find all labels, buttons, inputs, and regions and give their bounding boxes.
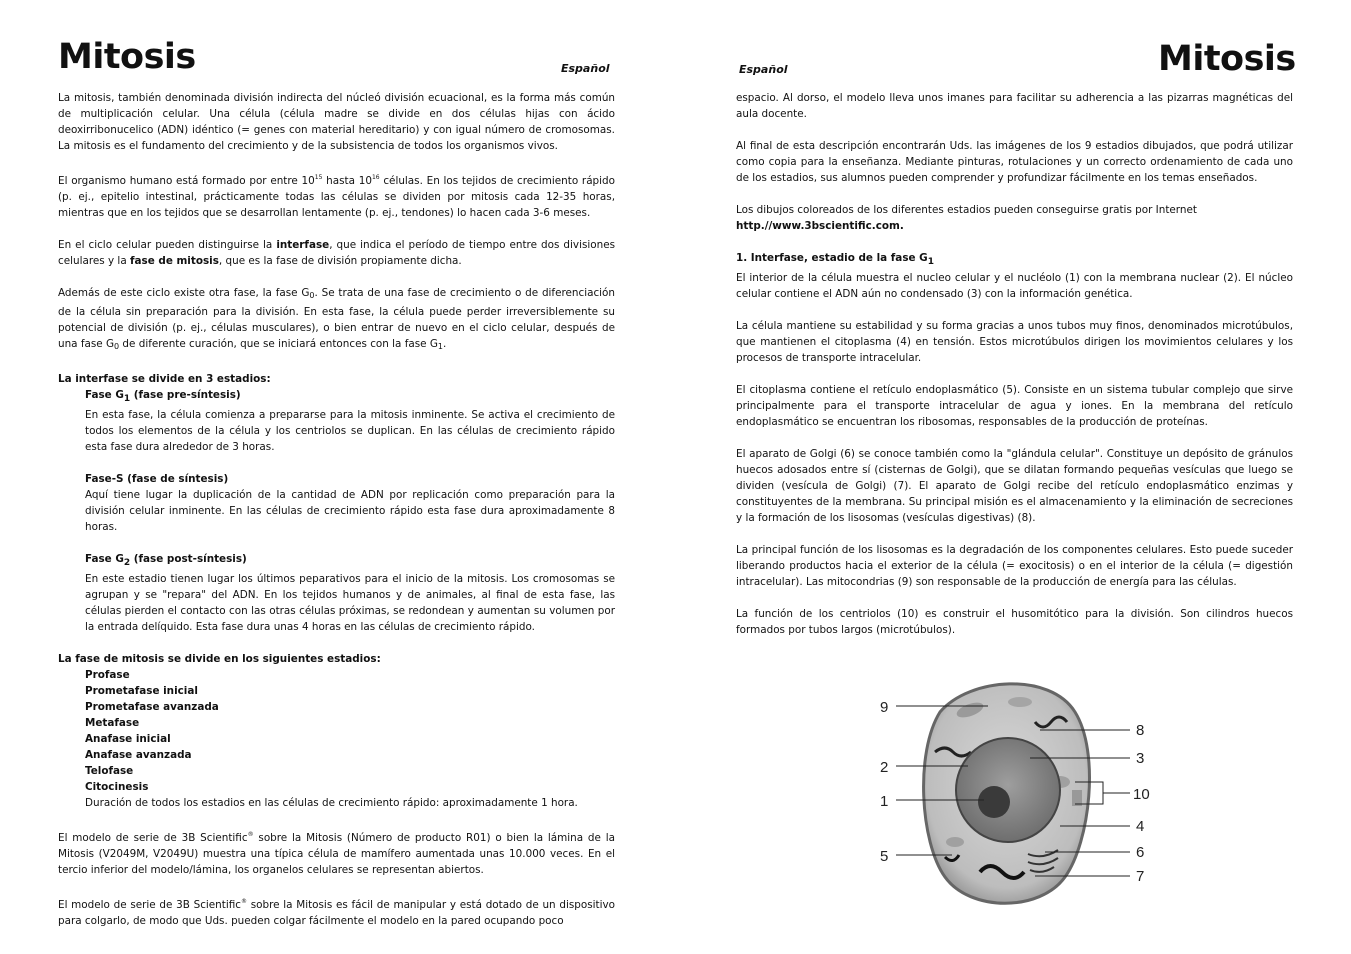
paragraph: El interior de la célula muestra el nucleo celular y el nucléolo (1) con la membrana nuclear (2). El núcleo celular contiene el ADN aún no condensado (3) con la información genética. — [736, 272, 1293, 300]
section-heading: La interfase se divide en 3 estadios: — [58, 373, 271, 385]
mitochondrion-shape — [946, 837, 964, 847]
paragraph: Los dibujos coloreados de los diferentes estadios pueden conseguirse gratis por Internet http.//www.3bscientific.com. — [736, 204, 1197, 232]
label-5: 5 — [880, 848, 889, 865]
label-9: 9 — [880, 699, 889, 716]
left-column — [58, 90, 615, 945]
paragraph: El modelo de serie de 3B Scientific® sobre la Mitosis (Número de producto R01) o bien la lámina de la Mitosis (V2049M, V2049U) muestra una típica célula de mamífero aumentada unas 10.000 veces. En el tercio inferior del modelo/lámina, los organelos celulares se representan abiertos. — [58, 831, 615, 876]
list-item: Telofase — [85, 765, 134, 777]
label-3: 3 — [1136, 750, 1145, 767]
mitochondrion-shape — [1008, 697, 1032, 707]
list-item: Prometafase avanzada — [85, 701, 219, 713]
paragraph: Aquí tiene lugar la duplicación de la cantidad de ADN por replicación como preparación para la división celular inminente. En las células de crecimiento rápido esta fase dura aproximadamente 8 horas. — [85, 489, 615, 533]
paragraph: En el ciclo celular pueden distinguirse la interfase, que indica el período de tiempo entre dos divisiones celulares y la fase de mitosis, que es la fase de división propiamente dicha. — [58, 239, 615, 267]
paragraph: espacio. Al dorso, el modelo lleva unos imanes para facilitar su adherencia a las pizarras magnéticas del aula docente. — [736, 92, 1293, 120]
list-item: Metafase — [85, 717, 140, 729]
left-page-title: Mitosis — [58, 37, 196, 77]
right-language-label: Español — [739, 63, 788, 76]
paragraph: La célula mantiene su estabilidad y su forma gracias a unos tubos muy finos, denominados microtúbulos, que mantienen el citoplasma (4) en tensión. Estos microtúbulos dirigen los movimientos celulares y los procesos de transporte intracelular. — [736, 320, 1293, 364]
paragraph: El aparato de Golgi (6) se conoce también como la "glándula celular". Constituye un depósito de gránulos huecos adosados entre sí (cisternas de Golgi), que se dilatan formando pequeñas vesículas que luego se dividen (vesícula de Golgi) (7). El aparato de Golgi recibe del retículo endoplasmático enzimas y constituyentes de la membrana. Su principal misión es el almacenamiento y la eliminación de secreciones y la formación de los lisosomas (vesículas digestivas) (8). — [736, 448, 1293, 524]
paragraph: En este estadio tienen lugar los últimos peparativos para el inicio de la mitosis. Los cromosomas se agrupan y se "repara" del ADN. En los tejidos humanos y de animales, al final de esta fase, las células pierden el contacto con las otras células próximas, se redondean y aumentan su volumen por la entrada delíquido. Esta fase dura unas 4 horas en las células de crecimiento rápido. — [85, 573, 615, 633]
list-item: Prometafase inicial — [85, 685, 198, 697]
left-language-label: Español — [561, 62, 610, 75]
list-item: Citocinesis — [85, 781, 149, 793]
label-8: 8 — [1136, 722, 1145, 739]
right-column — [736, 90, 1293, 654]
label-2: 2 — [880, 759, 889, 776]
paragraph: En esta fase, la célula comienza a prepararse para la mitosis inminente. Se activa el crecimiento de todos los elementos de la célula y los centriolos se duplican. En las células de crecimiento rápido esta fase dura alrededor de 3 horas. — [85, 409, 615, 453]
paragraph: La función de los centriolos (10) es construir el husomitótico para la división. Son cilindros huecos formados por tubos largos (microtúbulos). — [736, 608, 1293, 636]
url-link[interactable]: http.//www.3bscientific.com. — [736, 220, 904, 232]
nucleolus-shape — [978, 786, 1010, 818]
paragraph: La principal función de los lisosomas es la degradación de los componentes celulares. Esto puede suceder liberando productos hacia el exterior de la célula (= exocitosis) o en el interior de la célula (= digestión intracelular). Las mitocondrias (9) son responsable de la producción de energía para las células. — [736, 544, 1293, 588]
label-10: 10 — [1133, 786, 1150, 803]
subheading: Fase-S (fase de síntesis) — [85, 473, 229, 485]
section-heading: 1. Interfase, estadio de la fase G1 — [736, 252, 934, 267]
label-6: 6 — [1136, 844, 1145, 861]
label-7: 7 — [1136, 868, 1145, 885]
label-1: 1 — [880, 793, 889, 810]
paragraph: Además de este ciclo existe otra fase, la fase $G_0$. Se trata de una fase de crecimiento o de diferenciación de la célula sin preparación para la división. En esta fase, la célula puede perder irreversiblemente su potencial de división (p. ej., células musculares), o bien entrar de nuevo en el ciclo celular, después de una fase $G_0$ de diferente curación, que se iniciará entonces con la fase $G_1$. — [58, 287, 616, 351]
paragraph: Duración de todos los estadios en las células de crecimiento rápido: aproximadamente 1 hora. — [85, 797, 578, 809]
subheading: Fase G1 (fase pre-síntesis) — [85, 389, 241, 404]
list-item: Anafase inicial — [85, 733, 171, 745]
list-item: Anafase avanzada — [85, 749, 192, 761]
mitosis-stage-list — [58, 667, 615, 811]
section-heading: La fase de mitosis se divide en los siguientes estadios: — [58, 653, 381, 665]
paragraph: El citoplasma contiene el retículo endoplasmático (5). Consiste en un sistema tubular complejo que sirve principalmente para el transporte intracelular de agua y iones. En la membrana del retículo endoplasmático se encuentran los ribosomas, responsables de la producción de proteínas. — [736, 384, 1293, 428]
paragraph: El modelo de serie de 3B Scientific® sobre la Mitosis es fácil de manipular y está dotado de un dispositivo para colgarlo, de modo que Uds. pueden colgar fácilmente el modelo en la pared ocupando poco — [58, 898, 615, 927]
list-item: Profase — [85, 669, 130, 681]
paragraph: El organismo humano está formado por entre $10^{15}$ hasta $10^{16}$ células. En los tejidos de crecimiento rápido (p. ej., epitelio intestinal, prácticamente todas las células se dividen por mitosis cada 12-35 horas, mientras que en los tejidos que se desarrollan lentamente (p. ej., tendones) lo hacen cada 3-6 meses. — [58, 174, 615, 219]
right-page-title: Mitosis — [1158, 39, 1296, 79]
paragraph: Al final de esta descripción encontrarán Uds. las imágenes de los 9 estadios dibujados, que podrá utilizar como copia para la enseñanza. Mediante pinturas, rotulaciones y un correcto ordenamiento de cada uno de los estadios, sus alumnos pueden comprender y profundizar fácilmente en los temas enseñados. — [736, 140, 1293, 184]
cell-diagram — [860, 672, 1180, 912]
subheading: Fase G2 (fase post-síntesis) — [85, 553, 247, 568]
paragraph: La mitosis, también denominada división indirecta del núcleó división ecuacional, es la forma más común de multiplicación celular. Una célula (célula madre se divide en dos células hijas con ácido deoxirribonucelico (ADN) idéntico (= genes con material hereditario) y con igual número de cromosomas. La mitosis es el fundamento del crecimiento y de la subsistencia de todos los organismos vivos. — [58, 92, 615, 152]
nucleus-shape — [956, 738, 1060, 842]
label-4: 4 — [1136, 818, 1145, 835]
interphase-stages — [58, 387, 615, 635]
